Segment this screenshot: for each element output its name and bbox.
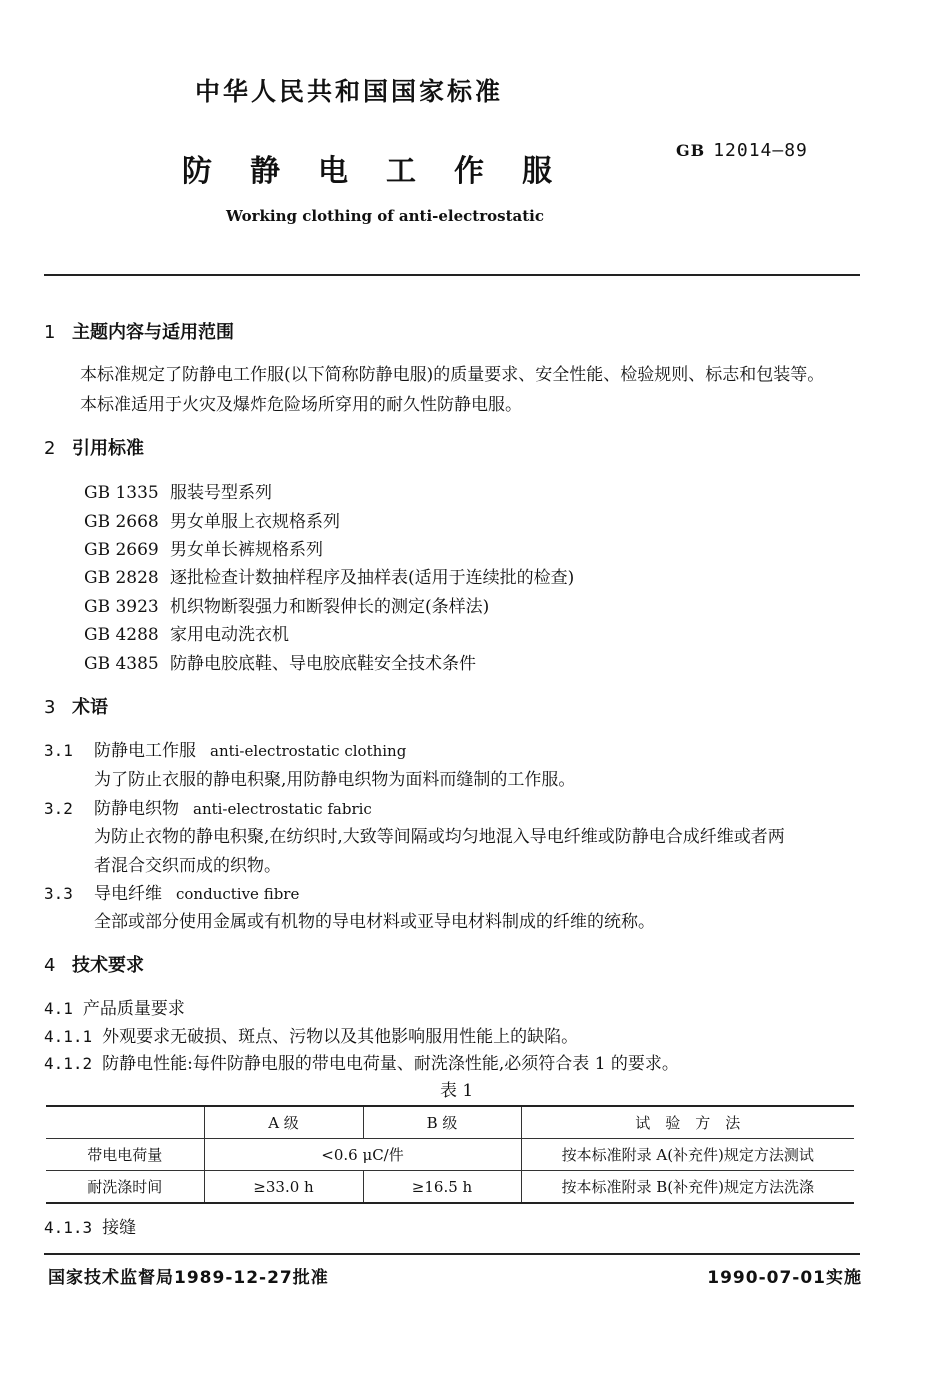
reference-code: GB 3923 [84,597,159,617]
term-en: conductive fibre [176,885,300,903]
reference-item [84,620,289,645]
term-cn: 导电纤维 [94,884,162,904]
term-number: 3.3 [44,884,73,903]
reference-title: 服装号型系列 [170,483,272,503]
term-definition: 为了防止衣服的静电积聚,用防静电织物为面料而缝制的工作服。 [94,770,576,790]
clause-4-1-3 [44,1213,136,1238]
reference-title: 男女单服上衣规格系列 [170,512,340,532]
term-number: 3.1 [44,741,73,760]
effective-date: 1990-07-01实施 [707,1268,862,1288]
term-definition: 者混合交织而成的织物。 [94,856,281,876]
reference-title: 逐批检查计数抽样程序及抽样表(适用于连续批的检查) [170,568,575,588]
table-1 [46,1105,854,1204]
table-cell: ≥33.0 h [204,1171,363,1204]
table-header-cell: A 级 [204,1106,363,1139]
term-definition: 为防止衣物的静电积聚,在纺织时,大致等间隔或均匀地混入导电纤维或防静电合成纤维或者两 [94,827,785,847]
standard-code-prefix: GB [676,141,706,160]
clause-4-1 [44,994,185,1019]
section-1-paragraph: 本标准规定了防静电工作服(以下简称防静电服)的质量要求、安全性能、检验规则、标志和包装等。 [80,365,825,385]
table-header-row [46,1106,854,1139]
section-number: 2 [44,438,56,459]
term-entry [44,736,406,761]
section-title: 主题内容与适用范围 [72,322,234,343]
clause-number: 4.1.1 [44,1027,93,1046]
reference-item [84,535,323,560]
table-header-cell: 试 验 方 法 [521,1106,854,1139]
clause-text: 防静电性能:每件防静电服的带电电荷量、耐洗涤性能,必须符合表 1 的要求。 [102,1054,679,1074]
footer-rule [44,1253,860,1255]
reference-item [84,563,574,588]
clause-number: 4.1.3 [44,1218,93,1237]
clause-text: 产品质量要求 [82,999,185,1019]
reference-item [84,649,476,674]
clause-text: 接缝 [102,1218,137,1238]
section-title: 术语 [72,697,108,718]
section-number: 3 [44,697,56,718]
clause-4-1-2 [44,1049,679,1074]
clause-4-1-1 [44,1022,578,1047]
document-title: 防静电工作服 [182,154,590,189]
standard-code-number: 12014—89 [713,140,808,161]
table-cell: <0.6 μC/件 [204,1139,521,1171]
table-cell: 按本标准附录 B(补充件)规定方法洗涤 [521,1171,854,1204]
clause-text: 外观要求无破损、斑点、污物以及其他影响服用性能上的缺陷。 [102,1027,579,1047]
table-cell: ≥16.5 h [363,1171,521,1204]
term-en: anti-electrostatic fabric [193,800,372,818]
table-caption: 表 1 [440,1081,474,1101]
reference-code: GB 1335 [84,483,159,503]
section-3-heading [44,693,108,719]
section-title: 引用标准 [72,438,144,459]
document-title-en: Working clothing of anti-electrostatic [226,207,544,225]
term-definition: 全部或部分使用金属或有机物的导电材料或亚导电材料制成的纤维的统称。 [94,912,655,932]
reference-code: GB 2828 [84,568,159,588]
reference-item [84,478,272,503]
reference-code: GB 2668 [84,512,159,532]
table-row-label: 耐洗涤时间 [46,1171,204,1204]
reference-title: 机织物断裂强力和断裂伸长的测定(条样法) [170,597,490,617]
reference-code: GB 4385 [84,654,159,674]
reference-item [84,507,340,532]
reference-code: GB 4288 [84,625,159,645]
section-1-heading [44,318,234,344]
table-header-cell [46,1106,204,1139]
reference-title: 家用电动洗衣机 [170,625,289,645]
header-rule [44,274,860,276]
table-row-label: 带电电荷量 [46,1139,204,1171]
section-1-paragraph: 本标准适用于火灾及爆炸危险场所穿用的耐久性防静电服。 [80,395,522,415]
standard-category: 中华人民共和国国家标准 [195,77,504,106]
table-row [46,1171,854,1204]
term-cn: 防静电织物 [94,799,179,819]
term-number: 3.2 [44,799,73,818]
term-entry [44,879,299,904]
standard-code [676,140,808,161]
term-entry [44,794,372,819]
reference-title: 男女单长裤规格系列 [170,540,323,560]
section-2-heading [44,434,144,460]
clause-number: 4.1 [44,999,73,1018]
section-number: 1 [44,322,56,343]
term-cn: 防静电工作服 [94,741,196,761]
approval-date: 国家技术监督局1989-12-27批准 [48,1268,329,1288]
table-header-cell: B 级 [363,1106,521,1139]
table-row [46,1139,854,1171]
reference-code: GB 2669 [84,540,159,560]
section-4-heading [44,951,144,977]
reference-title: 防静电胶底鞋、导电胶底鞋安全技术条件 [170,654,476,674]
clause-number: 4.1.2 [44,1054,93,1073]
section-number: 4 [44,955,56,976]
term-en: anti-electrostatic clothing [210,742,407,760]
reference-item [84,592,489,617]
table-cell: 按本标准附录 A(补充件)规定方法测试 [521,1139,854,1171]
section-title: 技术要求 [72,955,144,976]
